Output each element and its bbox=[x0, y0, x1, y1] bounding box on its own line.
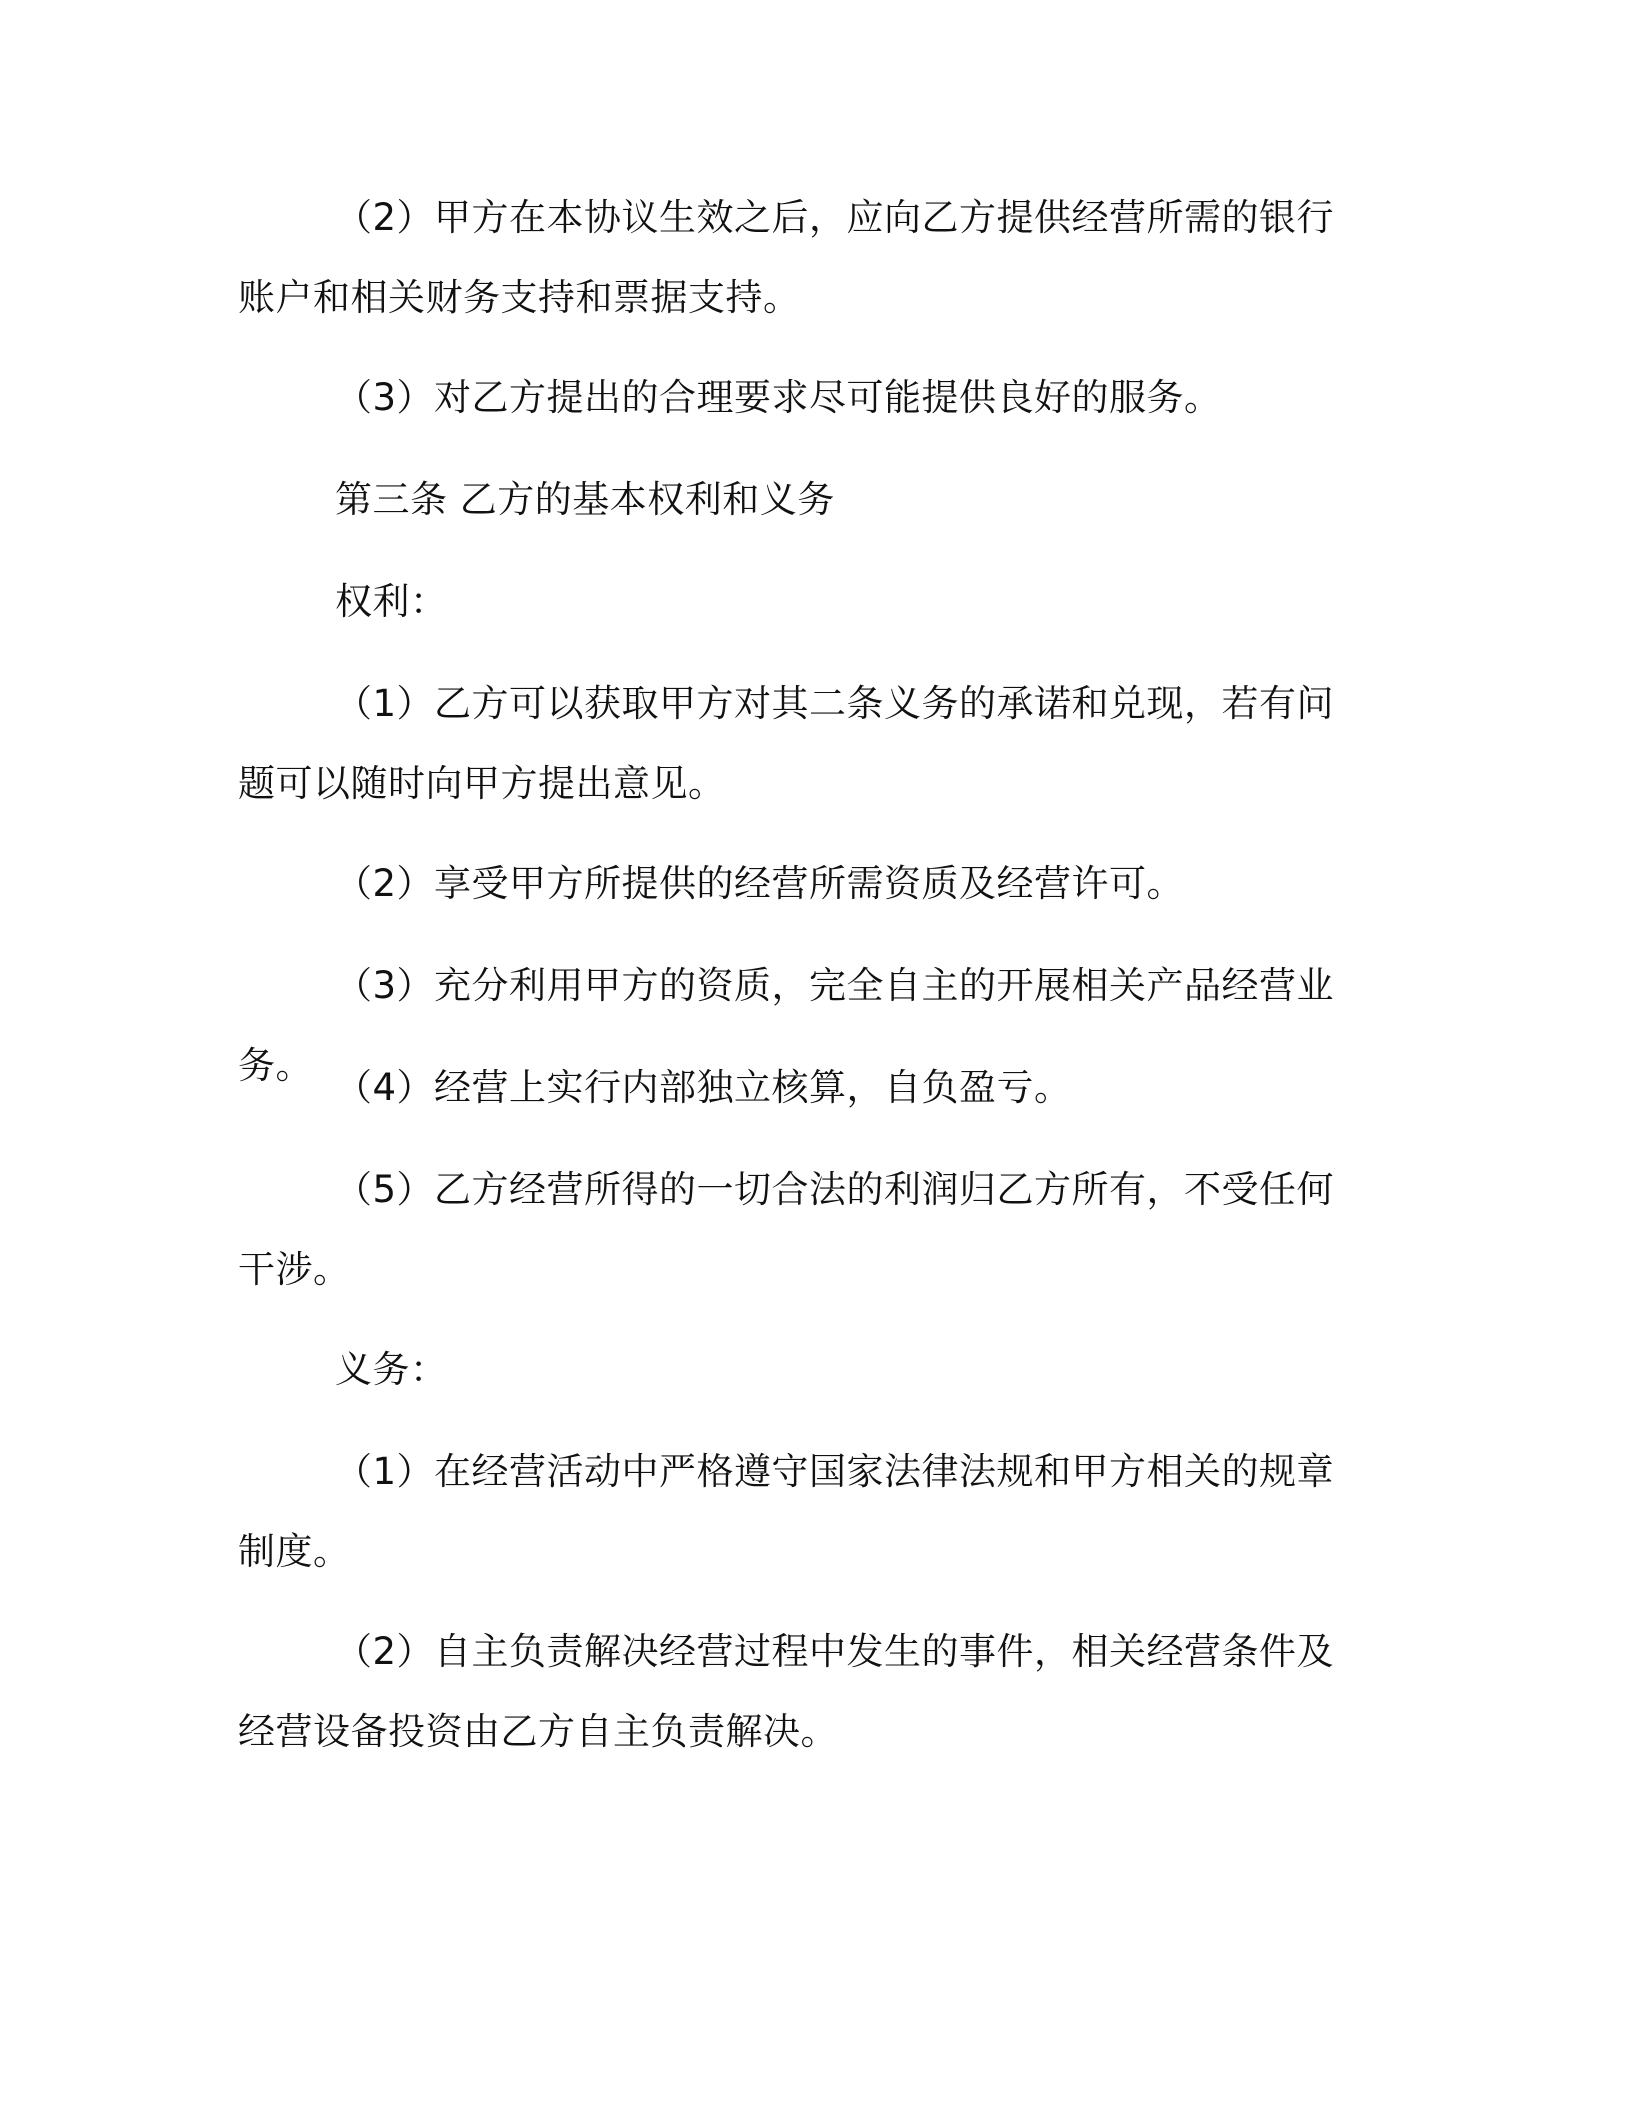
paragraph-right-1: （1）乙方可以获取甲方对其二条义务的承诺和兑现，若有问题可以随时向甲方提出意见。 bbox=[238, 682, 1335, 805]
paragraph-obligation-2: （2）自主负责解决经营过程中发生的事件，相关经营条件及经营设备投资由乙方自主负责解决。 bbox=[238, 1630, 1335, 1753]
paragraph-right-5: （5）乙方经营所得的一切合法的利润归乙方所有，不受任何干涉。 bbox=[238, 1168, 1335, 1291]
paragraph-obligation-1: （1）在经营活动中严格遵守国家法律法规和甲方相关的规章制度。 bbox=[238, 1450, 1335, 1573]
paragraph-party-a-obligation-3: （3）对乙方提出的合理要求尽可能提供良好的服务。 bbox=[335, 376, 1222, 419]
rights-heading: 权利： bbox=[335, 580, 448, 623]
paragraph-right-4: （4）经营上实行内部独立核算，自负盈亏。 bbox=[335, 1066, 1072, 1109]
obligations-heading: 义务： bbox=[335, 1348, 448, 1391]
paragraph-party-a-obligation-2: （2）甲方在本协议生效之后，应向乙方提供经营所需的银行账户和相关财务支持和票据支持。 bbox=[238, 196, 1335, 319]
article-three-heading: 第三条 乙方的基本权利和义务 bbox=[335, 478, 835, 521]
paragraph-right-3: （3）充分利用甲方的资质，完全自主的开展相关产品经营业务。 bbox=[238, 964, 1335, 1087]
paragraph-right-2: （2）享受甲方所提供的经营所需资质及经营许可。 bbox=[335, 862, 1185, 905]
